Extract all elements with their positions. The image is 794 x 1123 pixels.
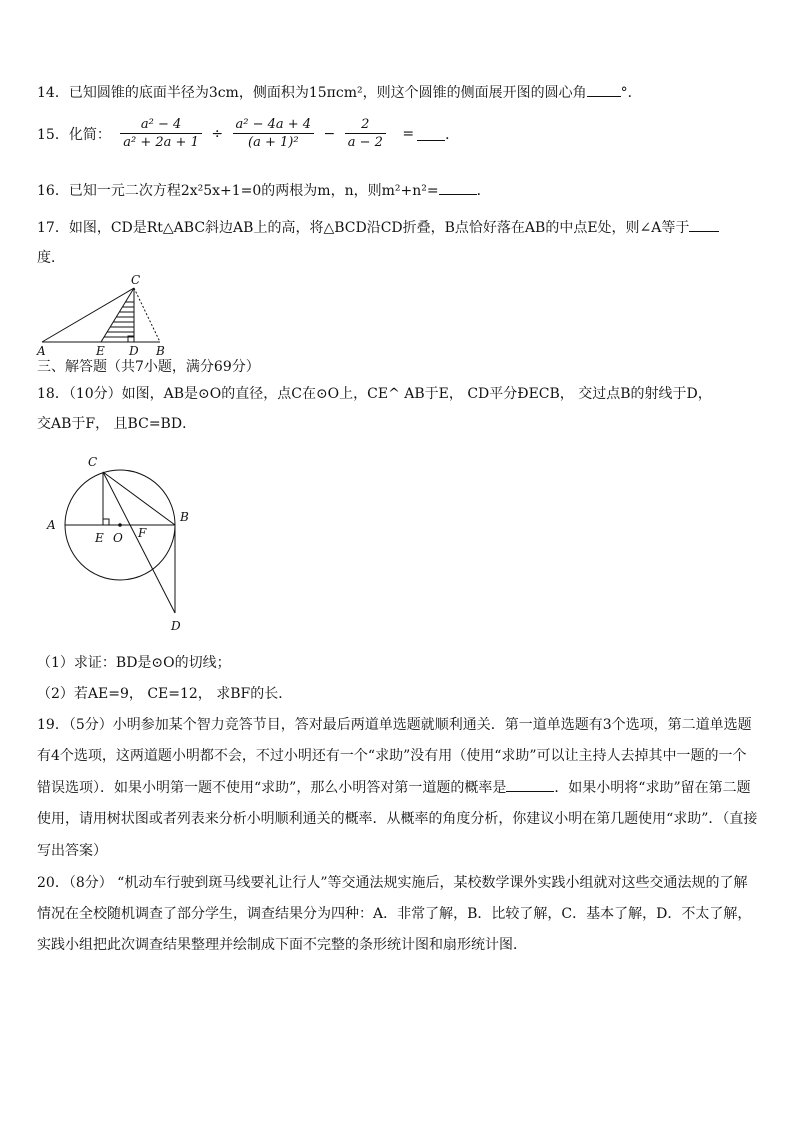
circle-figure [40, 450, 210, 665]
triangle-figure [34, 272, 174, 358]
label-d: D [171, 619, 181, 633]
right-angle-mark [103, 519, 109, 525]
question-14-suffix: °． [620, 85, 642, 101]
segment-ce [101, 288, 134, 342]
fraction-1 [120, 116, 202, 151]
question-20-line-1: 20．（8分） “机动车行驶到斑马线要礼让行人”等交通法规实施后，某校数学课外实践小组就对这些交通法规的了解 [37, 875, 748, 891]
question-15 [37, 116, 459, 151]
question-16-suffix: ． [476, 183, 491, 199]
question-18-part-1: （1）求证：BD是⊙O的切线； [37, 655, 231, 671]
fraction-1-denominator: a² + 2a + 1 [120, 133, 202, 151]
question-15-prefix: 15．化简： [37, 126, 111, 143]
label-o: O [113, 531, 123, 545]
label-b: B [180, 510, 189, 524]
label-d: D [129, 344, 139, 358]
divide-sign: ÷ [211, 125, 224, 142]
label-e: E [95, 531, 104, 545]
label-b: B [156, 344, 165, 358]
hatched-triangle [94, 302, 144, 342]
question-14-text: 14．已知圆锥的底面半径为3cm，侧面积为15πcm²，则这个圆锥的侧面展开图的圆心角 [37, 85, 587, 101]
question-17-text: 17．如图，CD是Rt△ABC斜边AB上的高，将△BCD沿CD折叠，B点恰好落在AB的中点E处，则∠A等于 [37, 220, 690, 236]
center-point [118, 523, 122, 527]
question-15-suffix: ． [445, 126, 460, 143]
question-18-line-2: 交AB于F， 且BC=BD． [37, 416, 197, 432]
section-title: 三、解答题（共7小题，满分69分） [37, 359, 260, 375]
answer-blank [439, 180, 477, 195]
label-f: F [138, 526, 147, 540]
answer-blank [417, 126, 445, 141]
fraction-2-denominator: (a + 1)² [233, 133, 315, 151]
fraction-2-numerator: a² − 4a + 4 [235, 117, 312, 132]
side-ac [42, 288, 134, 342]
fraction-2 [233, 116, 315, 151]
fraction-3-denominator: a − 2 [345, 133, 386, 151]
fraction-3-numerator: 2 [361, 117, 370, 132]
question-18-part-2: （2）若AE=9， CE=12， 求BF的长． [37, 686, 293, 702]
question-19-line-4: 使用，请用树状图或者列表来分析小明顺利通关的概率．从概率的角度分析，你建议小明在第几题使用“求助”．（直接 [37, 811, 758, 827]
question-20-line-3: 实践小组把此次调查结果整理并绘制成下面不完整的条形统计图和扇形统计图． [37, 937, 527, 953]
question-19-line-5: 写出答案） [37, 843, 107, 859]
question-19-line-1: 19．（5分）小明参加某个智力竞答节目，答对最后两道单选题就顺利通关．第一道单选题有3个选项，第二道单选题 [37, 717, 752, 733]
question-14 [37, 82, 642, 103]
side-cb-dashed [134, 288, 160, 342]
answer-blank [506, 777, 554, 792]
segment-cb [103, 472, 175, 525]
label-a: A [37, 344, 46, 358]
question-19-line-3 [37, 777, 751, 798]
question-17-line-2: 度． [37, 250, 65, 266]
question-20-line-2: 情况在全校随机调查了部分学生，调查结果分为四种：A．非常了解，B．比较了解，C．基本了解，D．不太了解， [37, 906, 752, 922]
question-16-text: 16．已知一元二次方程2x²5x+1=0的两根为m，n，则m²+n²= [37, 183, 439, 199]
fraction-3 [345, 116, 386, 151]
minus-sign: − [323, 125, 336, 142]
question-19-line-3b: ．如果小明将“求助”留在第二题 [554, 780, 751, 796]
question-17-line-1 [37, 217, 719, 238]
question-19-line-2: 有4个选项，这两道题小明都不会，不过小明还有一个“求助”没有用（使用“求助”可以让主持人去掉其中一题的一个 [37, 748, 747, 764]
label-c: C [131, 273, 141, 287]
answer-blank [689, 217, 719, 232]
label-c: C [88, 455, 98, 469]
question-18-line-1: 18．（10分）如图，AB是⊙O的直径，点C在⊙O上，CE^ AB于E， CD平分ÐECB， 交过点B的射线于D， [37, 386, 712, 402]
equals-sign: = [402, 125, 415, 142]
label-a: A [47, 518, 56, 532]
fraction-1-numerator: a² − 4 [140, 117, 182, 132]
question-19-line-3a: 错误选项）．如果小明第一题不使用“求助”，那么小明答对第一道题的概率是 [37, 780, 507, 796]
question-16 [37, 180, 491, 201]
answer-blank [587, 82, 621, 97]
label-e: E [96, 344, 105, 358]
